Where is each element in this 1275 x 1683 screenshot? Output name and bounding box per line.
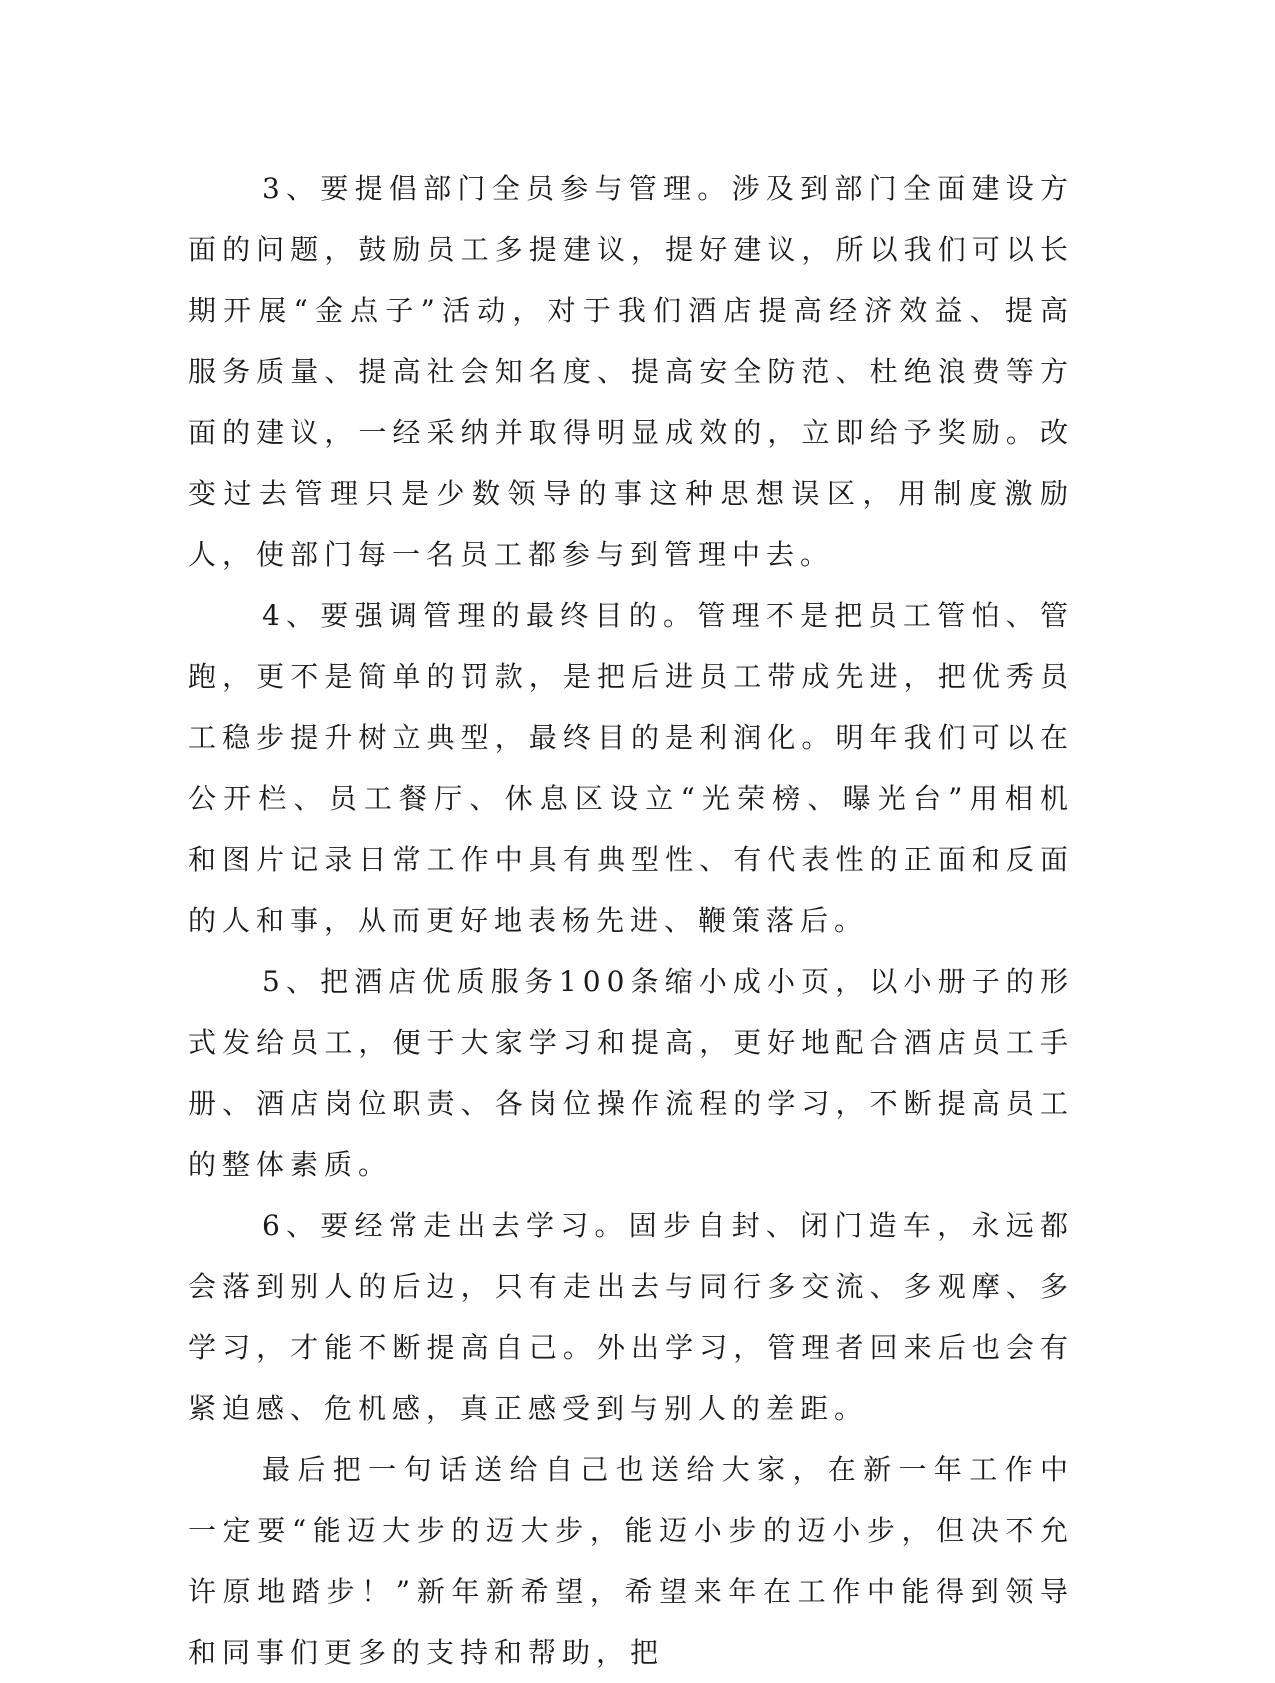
document-body — [188, 158, 1074, 1683]
paragraph-item-5: 5、把酒店优质服务100条缩小成小页，以小册子的形式发给员工，便于大家学习和提高，更好地配合酒店员工手册、酒店岗位职责、各岗位操作流程的学习，不断提高员工的整体素质。 — [188, 965, 1074, 1181]
paragraph-item-3: 3、要提倡部门全员参与管理。涉及到部门全面建设方面的问题，鼓励员工多提建议，提好建议，所以我们可以长期开展“金点子”活动，对于我们酒店提高经济效益、提高服务质量、提高社会知名度、提高安全防范、杜绝浪费等方面的建议，一经采纳并取得明显成效的，立即给予奖励。改变过去管理只是少数领导的事这种思想误区，用制度激励人，使部门每一名员工都参与到管理中去。 — [188, 172, 1074, 571]
paragraph-closing: 最后把一句话送给自己也送给大家，在新一年工作中一定要“能迈大步的迈大步，能迈小步的迈小步，但决不允许原地踏步！”新年新希望，希望来年在工作中能得到领导和同事们更多的支持和帮助，把 — [188, 1453, 1074, 1669]
paragraph-item-4: 4、要强调管理的最终目的。管理不是把员工管怕、管跑，更不是简单的罚款，是把后进员工带成先进，把优秀员工稳步提升树立典型，最终目的是利润化。明年我们可以在公开栏、员工餐厅、休息区设立“光荣榜、曝光台”用相机和图片记录日常工作中具有典型性、有代表性的正面和反面的人和事，从而更好地表杨先进、鞭策落后。 — [188, 599, 1074, 937]
paragraph-item-6: 6、要经常走出去学习。固步自封、闭门造车，永远都会落到别人的后边，只有走出去与同行多交流、多观摩、多学习，才能不断提高自己。外出学习，管理者回来后也会有紧迫感、危机感，真正感受到与别人的差距。 — [188, 1209, 1074, 1425]
